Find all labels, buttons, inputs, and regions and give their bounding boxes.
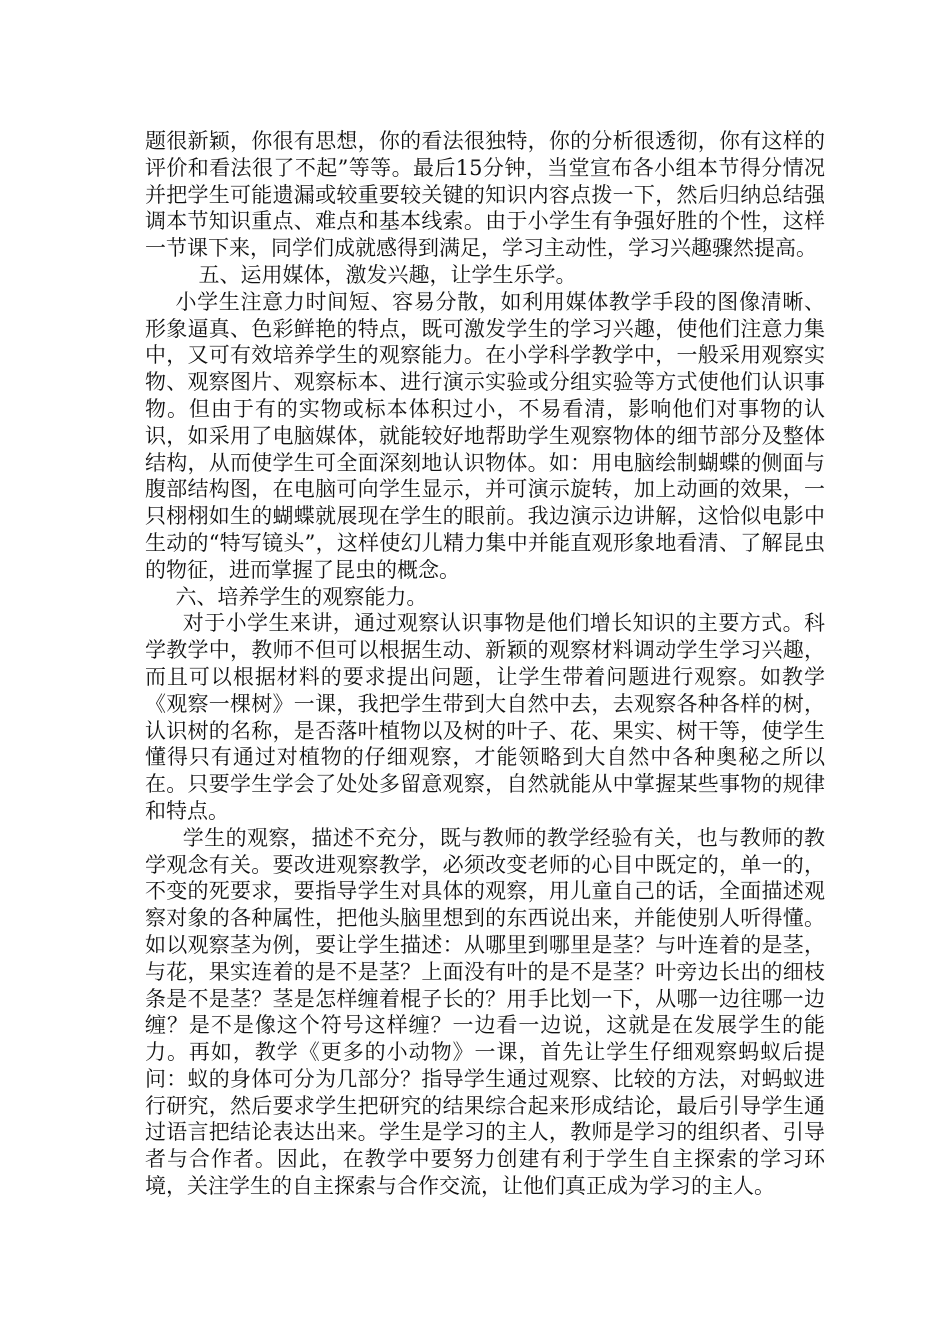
paragraph-continuation: 题很新颖，你很有思想，你的看法很独特，你的分析很透彻，你有这样的评价和看法很了不起”等等。最后15分钟，当堂宣布各小组本节得分情况并把学生可能遗漏或较重要较关键的知识内容点拨一下，然后归纳总结强调本节知识重点、难点和基本线索。由于小学生有争强好胜的个性，这样一节课下来，同学们成就感得到满足，学习主动性，学习兴趣骤然提高。 <box>145 129 825 261</box>
paragraph-description: 学生的观察，描述不充分，既与教师的教学经验有关，也与教师的教学观念有关。要改进观察教学，必须改变老师的心目中既定的，单一的，不变的死要求，要指导学生对具体的观察，用儿童自己的话，全面描述观察对象的各种属性，把他头脑里想到的东西说出来，并能使别人听得懂。如以观察茎为例，要让学生描述：从哪里到哪里是茎？与叶连着的是茎，与花，果实连着的是不是茎？上面没有叶的是不是茎？叶旁边长出的细枝条是不是茎？茎是怎样缠着棍子长的？用手比划一下，从哪一边往哪一边缠？是不是像这个符号这样缠？一边看一边说，这就是在发展学生的能力。再如，教学《更多的小动物》一课，首先让学生仔细观察蚂蚁后提问：蚁的身体可分为几部分？指导学生通过观察、比较的方法，对蚂蚁进行研究，然后要求学生把研究的结果综合起来形成结论，最后引导学生通过语言把结论表达出来。学生是学习的主人，教师是学习的组织者、引导者与合作者。因此，在教学中要努力创建有利于学生自主探索的学习环境，关注学生的自主探索与合作交流，让他们真正成为学习的主人。 <box>145 825 825 1199</box>
paragraph-observation: 对于小学生来讲，通过观察认识事物是他们增长知识的主要方式。科学教学中，教师不但可以根据生动、新颖的观察材料调动学生学习兴趣，而且可以根据材料的要求提出问题，让学生带着问题进行观察。如教学《观察一棵树》一课，我把学生带到大自然中去，去观察各种各样的树，认识树的名称，是否落叶植物以及树的叶子、花、果实、树干等，使学生懂得只有通过对植物的仔细观察，才能领略到大自然中各种奥秘之所以在。只要学生学会了处处多留意观察，自然就能从中掌握某些事物的规律和特点。 <box>145 611 825 823</box>
section-heading-six: 六、培养学生的观察能力。 <box>175 584 428 609</box>
paragraph-media: 小学生注意力时间短、容易分散，如利用媒体教学手段的图像清晰、形象逼真、色彩鲜艳的特点，既可激发学生的学习兴趣，使他们注意力集中，又可有效培养学生的观察能力。在小学科学教学中，一般采用观察实物、观察图片、观察标本、进行演示实验或分组实验等方式使他们认识事物。但由于有的实物或标本体积过小，不易看清，影响他们对事物的认识，如采用了电脑媒体，就能较好地帮助学生观察物体的细节部分及整体结构，从而使学生可全面深刻地认识物体。如：用电脑绘制蝴蝶的侧面与腹部结构图，在电脑可向学生显示，并可演示旋转，加上动画的效果，一只栩栩如生的蝴蝶就展现在学生的眼前。我边演示边讲解，这恰似电影中生动的“特写镜头”，这样使幻儿精力集中并能直观形象地看清、了解昆虫的物征，进而掌握了昆虫的概念。 <box>145 289 825 582</box>
section-heading-five: 五、运用媒体，激发兴趣，让学生乐学。 <box>198 262 577 287</box>
document-page <box>145 128 825 1200</box>
